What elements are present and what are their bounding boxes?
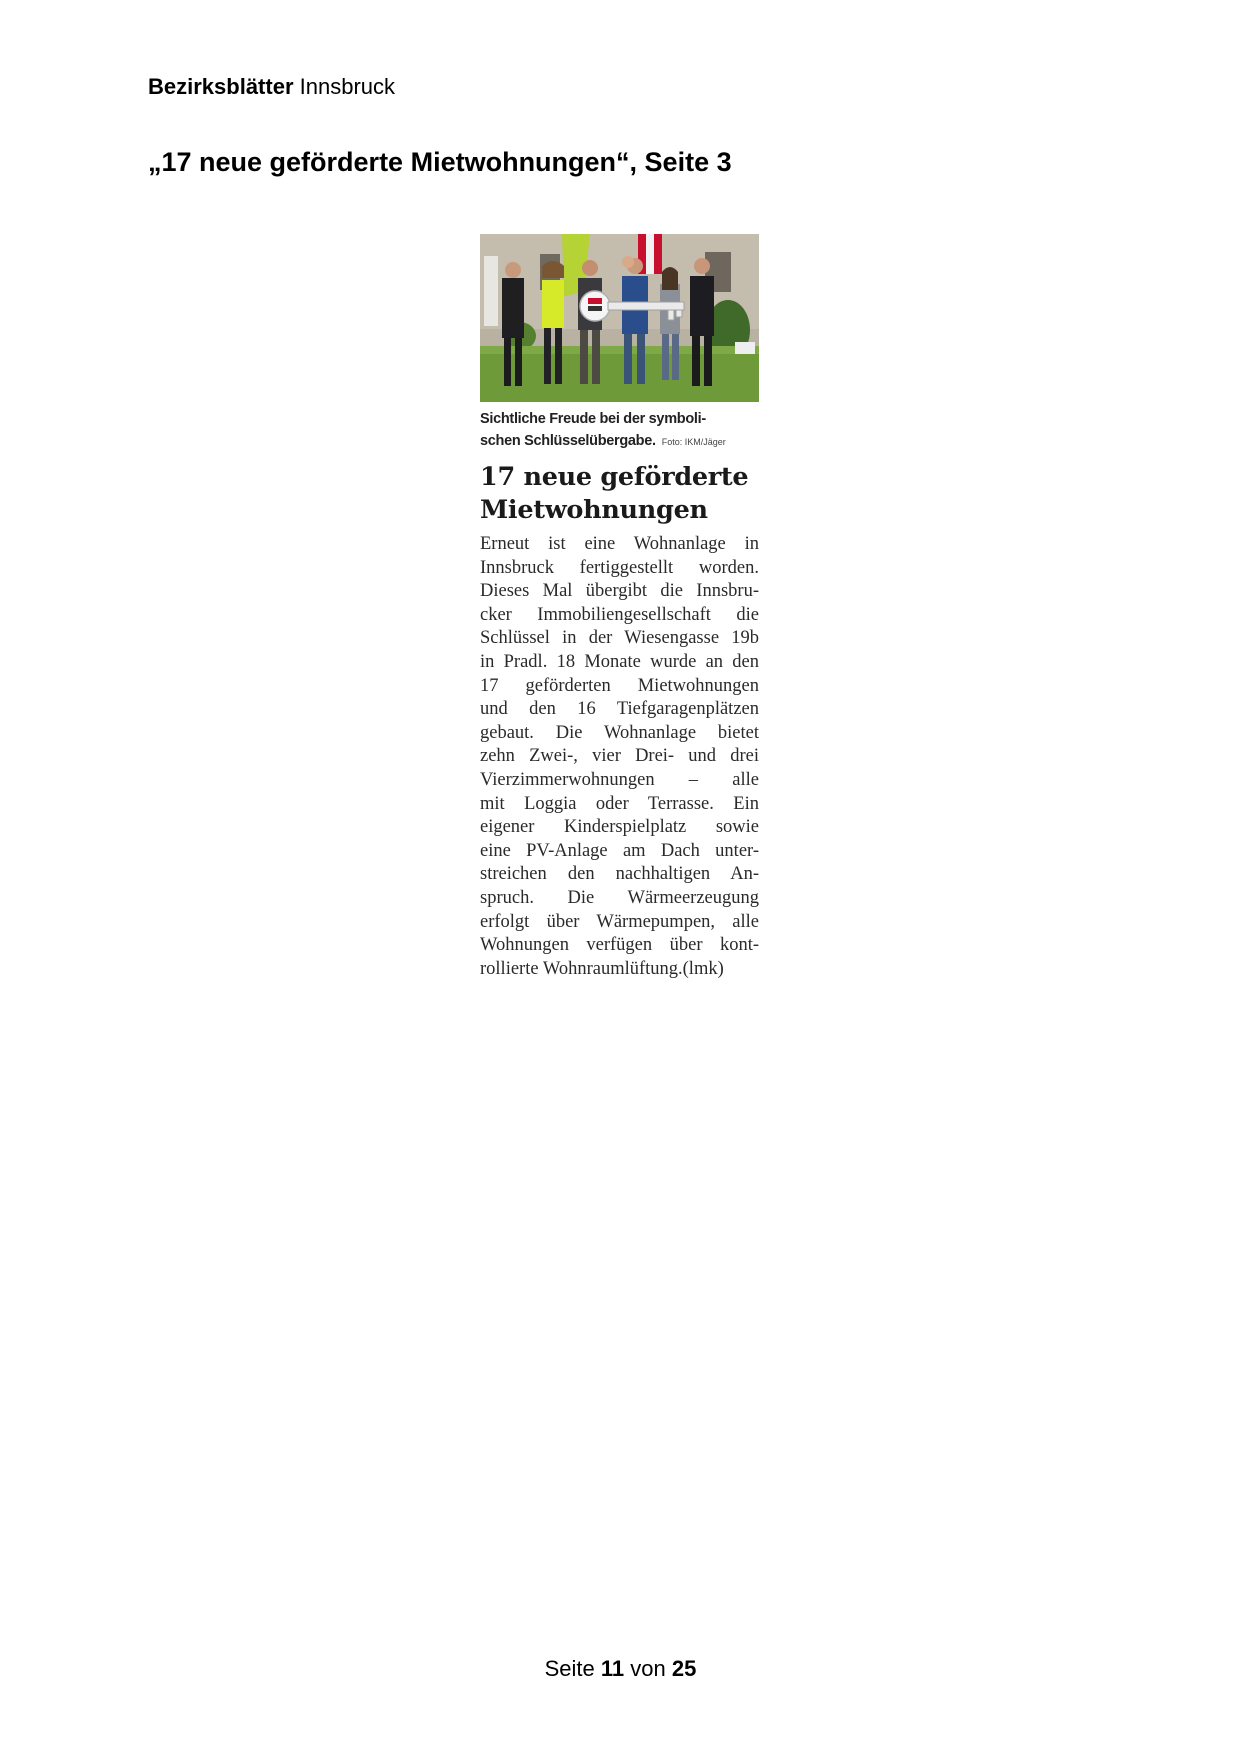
article-headline bbox=[480, 461, 759, 527]
caption-line: schen Schlüsselübergabe. bbox=[480, 433, 656, 449]
body-line: spruch. Die Wärmeerzeugung bbox=[480, 887, 759, 908]
body-line: eigener Kinderspielplatz sowie bbox=[480, 817, 759, 838]
page-footer bbox=[0, 1656, 1241, 1682]
body-line: und den 16 Tiefgaragenplätzen bbox=[480, 699, 759, 720]
article-photo bbox=[480, 234, 759, 402]
body-line: streichen den nachhaltigen An- bbox=[480, 864, 759, 885]
body-line: mit Loggia oder Terrasse. Ein bbox=[480, 793, 759, 814]
headline-line: Mietwohnungen bbox=[480, 495, 708, 525]
body-line: in Pradl. 18 Monate wurde an den bbox=[480, 651, 759, 672]
body-line: cker Immobiliengesellschaft die bbox=[480, 604, 759, 625]
publication-region: Innsbruck bbox=[299, 74, 396, 99]
body-line: gebaut. Die Wohnanlage bietet bbox=[480, 722, 759, 743]
body-line: rollierte Wohnraumlüftung.(lmk) bbox=[480, 958, 724, 979]
footer-middle: von bbox=[630, 1656, 666, 1681]
headline-line: 17 neue geförderte bbox=[480, 462, 749, 492]
article-body bbox=[480, 533, 759, 981]
photo-caption bbox=[480, 408, 759, 453]
body-line: Vierzimmerwohnungen – alle bbox=[480, 769, 759, 790]
body-line: zehn Zwei-, vier Drei- und drei bbox=[480, 746, 759, 767]
body-line: Dieses Mal übergibt die Innsbru- bbox=[480, 581, 759, 602]
publication-name: Bezirksblätter bbox=[148, 74, 294, 99]
body-line: Innsbruck fertiggestellt worden. bbox=[480, 557, 759, 578]
photo-credit: Foto: IKM/Jäger bbox=[661, 437, 726, 447]
body-line: erfolgt über Wärmepumpen, alle bbox=[480, 911, 759, 932]
page-header bbox=[148, 74, 395, 100]
total-page-count: 25 bbox=[671, 1656, 697, 1681]
caption-line: Sichtliche Freude bei der symboli- bbox=[480, 411, 706, 427]
body-line: Schlüssel in der Wiesengasse 19b bbox=[480, 628, 759, 649]
body-line: eine PV-Anlage am Dach unter- bbox=[480, 840, 759, 861]
body-line: Erneut ist eine Wohnanlage in bbox=[480, 534, 759, 554]
document-title: „17 neue geförderte Mietwohnungen“, Seite 3 bbox=[148, 147, 732, 177]
body-line: 17 geförderten Mietwohnungen bbox=[480, 675, 759, 696]
footer-prefix: Seite bbox=[544, 1656, 595, 1681]
body-line: Wohnungen verfügen über kont- bbox=[480, 935, 759, 956]
newspaper-clipping bbox=[480, 234, 759, 981]
current-page-number: 11 bbox=[600, 1656, 625, 1681]
